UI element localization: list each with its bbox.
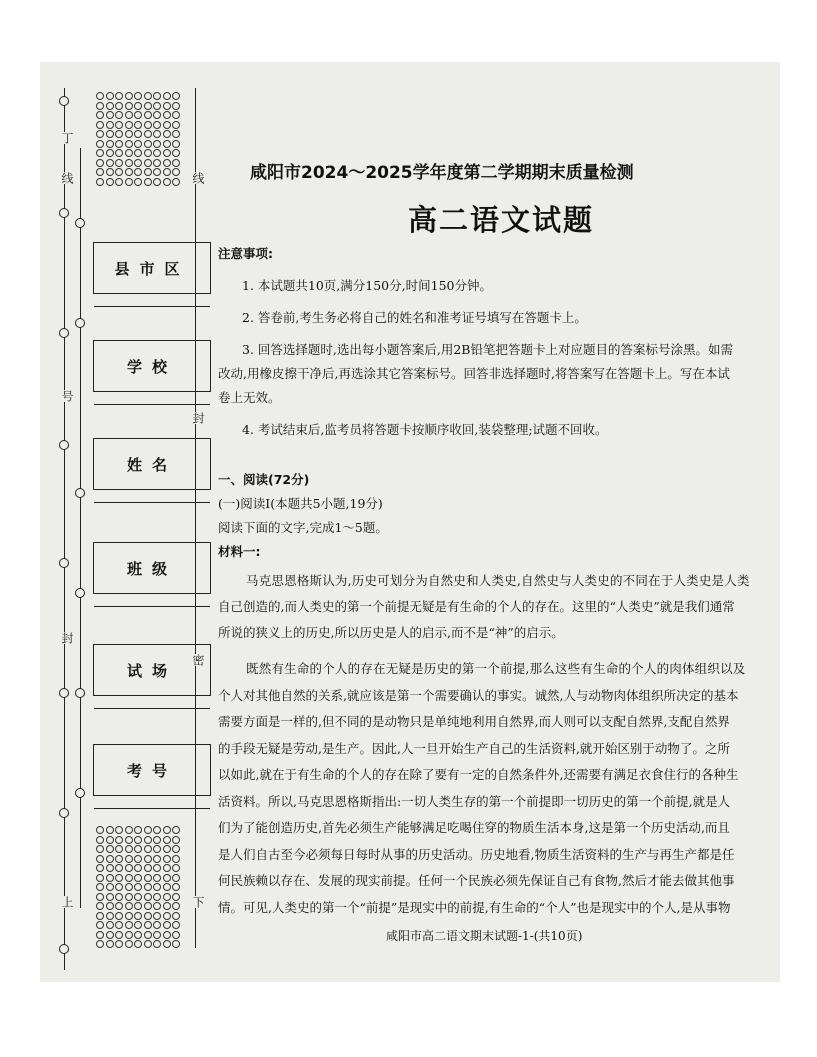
- material-label: 材料一:: [218, 544, 261, 559]
- notice-item: 3. 回答选择题时,选出每小题答案后,用2B铅笔把答题卡上对应题目的答案标号涂黑。如需: [242, 342, 733, 357]
- inner-label: 下: [191, 896, 205, 908]
- seal-circle: [59, 558, 69, 568]
- exam-room-field[interactable]: 试场: [93, 644, 211, 696]
- seal-circle: [75, 588, 85, 598]
- text-line: 何民族赖以存在、发展的现实前提。任何一个民族必须先保证自己有食物,然后才能去做其他事: [218, 873, 735, 888]
- section-title: 一、阅读(72分): [218, 472, 310, 487]
- outer-seal-line: [64, 88, 65, 970]
- seal-circle: [59, 808, 69, 818]
- seal-circle: [59, 328, 69, 338]
- text-line: 的手段无疑是劳动,是生产。因此,人一旦开始生产自己的生活资料,就开始区别于动物了。之所: [218, 740, 730, 756]
- outer-label: 封: [60, 632, 74, 644]
- inner-seal-line: [195, 88, 196, 948]
- paragraph-2: [218, 656, 766, 921]
- seal-circle: [59, 96, 69, 106]
- exam-title: 咸阳市2024～2025学年度第二学期期末质量检测: [250, 163, 634, 183]
- seal-circle: [75, 488, 85, 498]
- class-field[interactable]: 班级: [93, 542, 211, 594]
- binding-strip: [40, 88, 210, 970]
- seal-circle: [59, 208, 69, 218]
- text-line: 需要方面是一样的,但不同的是动物只是单纯地利用自然界,而人则可以支配自然界,支配自然界: [218, 714, 730, 729]
- notice-item: 2. 答卷前,考生务必将自己的姓名和准考证号填写在答题卡上。: [242, 310, 587, 325]
- outer-label: 丁: [60, 132, 74, 144]
- subject-title: 高二语文试题: [408, 203, 595, 237]
- text-line: 是人们自古至今必须每日每时从事的历史活动。历史地看,物质生活资料的生产与再生产都是任: [218, 846, 735, 862]
- text-line: 活资料。所以,马克思恩格斯指出:一切人类生存的第一个前提即一切历史的第一个前提,就是人: [218, 793, 731, 809]
- outer-label: 号: [60, 390, 74, 402]
- inner-label: 封: [191, 412, 205, 424]
- notice-heading: 注意事项:: [218, 246, 273, 261]
- seal-circle: [59, 440, 69, 450]
- text-line: 们为了能创造历史,首先必须生产能够满足吃喝住穿的物质生活本身,这是第一个历史活动,而且: [218, 820, 730, 835]
- seal-circle: [75, 318, 85, 328]
- seal-circle: [75, 788, 85, 798]
- exam-number-field[interactable]: 考号: [93, 744, 211, 796]
- text-line: 所说的狭义上的历史,所以历史是人的启示,而不是“神”的启示。: [218, 625, 564, 640]
- reading-instruction: 阅读下面的文字,完成1～5题。: [218, 520, 388, 535]
- seal-circle: [59, 944, 69, 954]
- seal-circle: [59, 688, 69, 698]
- main-content: [218, 242, 766, 921]
- seal-circle: [75, 218, 85, 228]
- notice-item: 1. 本试题共10页,满分150分,时间150分钟。: [242, 278, 492, 293]
- paragraph-1: [218, 568, 766, 646]
- inner-label: 密: [191, 654, 205, 666]
- text-line: 自己创造的,而人类史的第一个前提无疑是有生命的个人的存在。这里的“人类史”就是我们通常: [218, 599, 735, 614]
- notice-item-continued: 卷上无效。: [218, 390, 281, 405]
- name-field[interactable]: 姓名: [93, 438, 211, 490]
- text-line: 个人对其他自然的关系,就应该是第一个需要确认的事实。诚然,人与动物肉体组织所决定的基本: [218, 687, 739, 703]
- text-line: 既然有生命的个人的存在无疑是历史的第一个前提,那么这些有生命的个人的肉体组织以及: [246, 661, 746, 676]
- text-line: 以如此,就在于有生命的个人的存在除了要有一定的自然条件外,还需要有满足衣食住行的各种生: [218, 767, 739, 782]
- section-subtitle: (一)阅读Ⅰ(本题共5小题,19分): [218, 496, 383, 511]
- county-field[interactable]: 县市区: [93, 242, 211, 294]
- answer-dot-grid-top: [96, 92, 182, 186]
- notice-item: 4. 考试结束后,监考员将答题卡按顺序收回,装袋整理;试题不回收。: [242, 422, 608, 437]
- text-line: 情。可见,人类史的第一个“前提”是现实中的前提,有生命的“个人”也是现实中的个人,是从事物: [218, 899, 731, 915]
- outer-label: 线: [60, 172, 74, 184]
- outer-label: 上: [60, 896, 74, 908]
- text-line: 马克思恩格斯认为,历史可划分为自然史和人类史,自然史与人类史的不同在于人类史是人类: [246, 573, 750, 588]
- seal-circle: [75, 688, 85, 698]
- notice-item-continued: 改动,用橡皮擦干净后,再选涂其它答案标号。回答非选择题时,将答案写在答题卡上。写在本试: [218, 366, 730, 381]
- answer-dot-grid-bottom: [96, 826, 182, 948]
- school-field[interactable]: 学校: [93, 340, 211, 392]
- page-footer: 咸阳市高二语文期末试题-1-(共10页): [386, 929, 583, 943]
- inner-label: 线: [191, 172, 205, 184]
